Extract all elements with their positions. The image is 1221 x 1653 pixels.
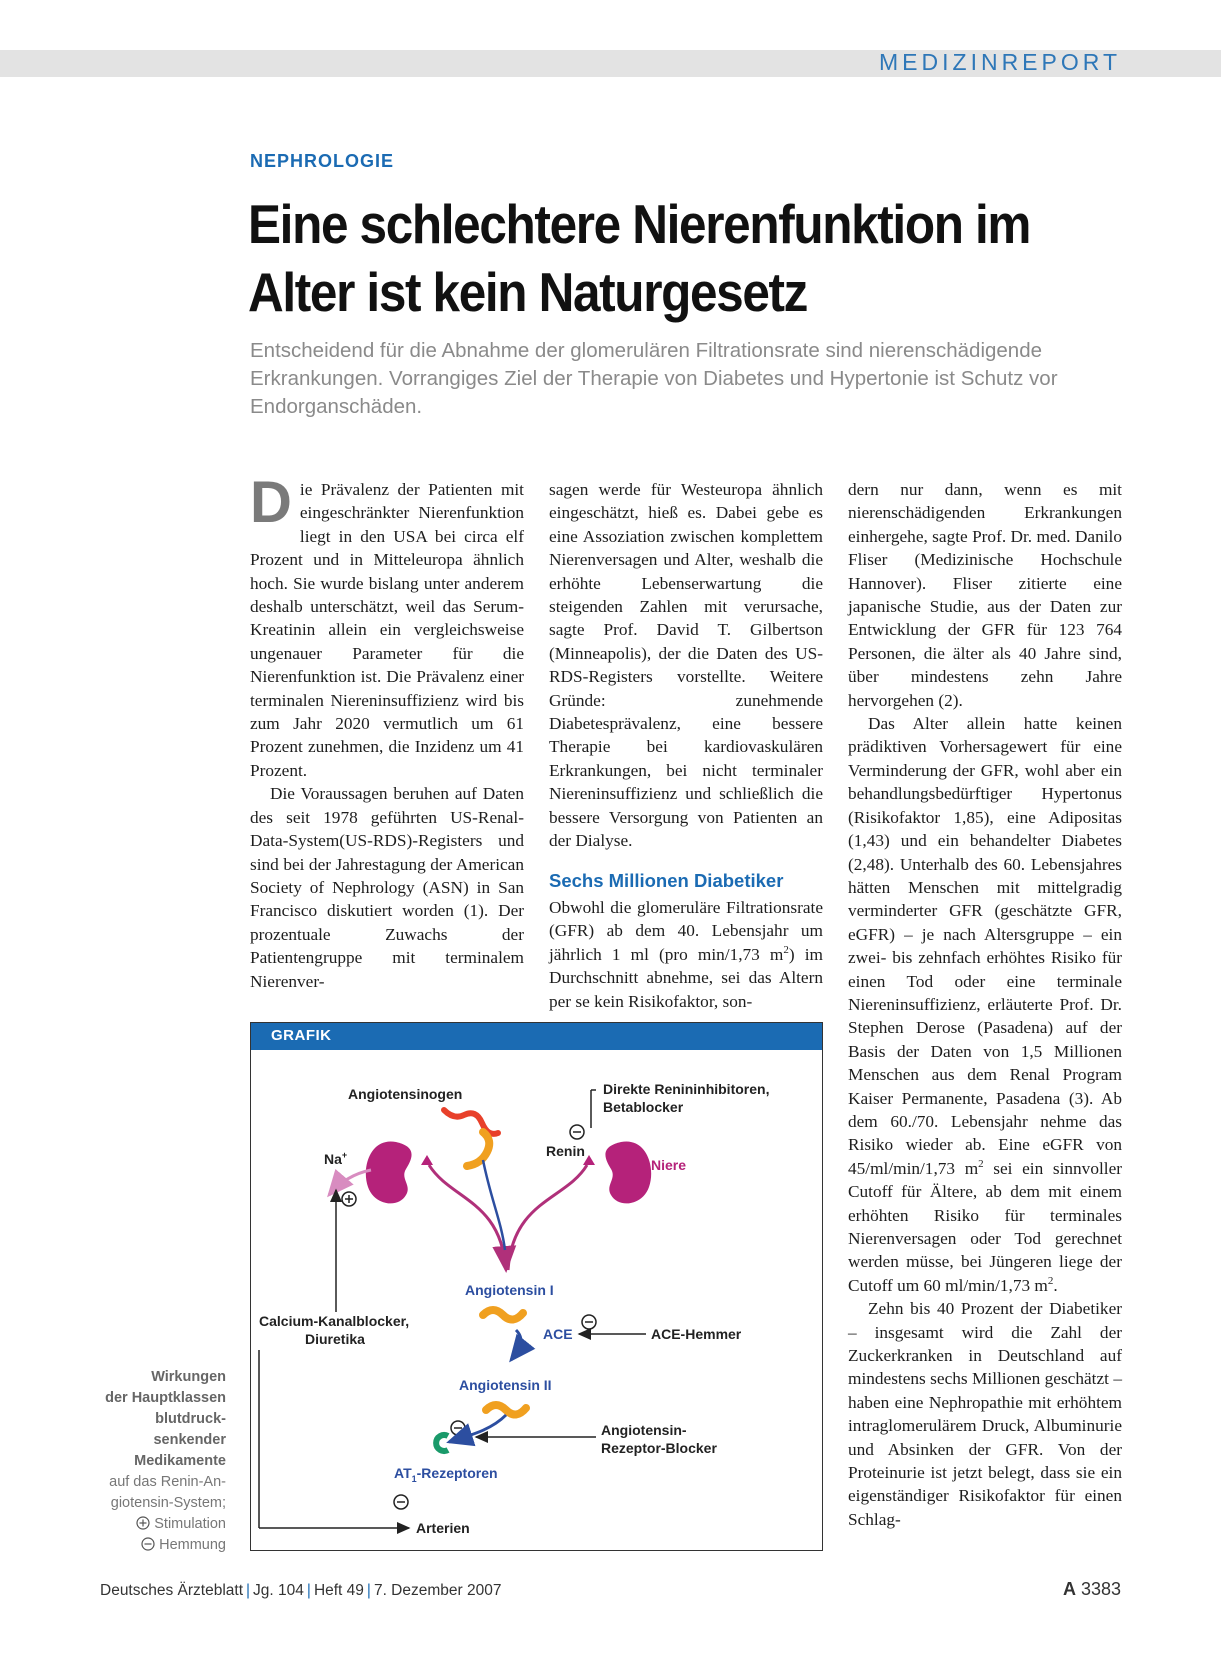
headline: Eine schlechtere Nierenfunktion im Alter ist kein Naturgesetz bbox=[248, 193, 1031, 323]
grafik-label: GRAFIK bbox=[271, 1027, 332, 1044]
paragraph: Obwohl die glomeruläre Filtrationsrate (GFR) ab dem 40. Lebensjahr um jährlich 1 ml (pro min/1,73 $m^2$) im Durchschnitt abnehme, sei das Altern per se kein Risikofaktor, son- bbox=[549, 897, 823, 1011]
label-calcium-kanalblocker: Calcium-Kanalblocker, bbox=[259, 1313, 410, 1329]
dropcap: D bbox=[250, 470, 292, 535]
triangle-left-icon bbox=[421, 1155, 433, 1165]
paragraph: dern nur dann, wenn es mit nierenschädigenden Erkrankungen einhergehe, sagte Prof. Dr. med. Danilo Fliser (Medizinische Hochschule Hannover). Fliser zitierte eine japanische Studie, aus der Daten zur Entwicklung der GFR für 123 764 Personen, die älter als 40 Jahre sind, über mindestens zehn Jahre hervorgehen (2). bbox=[848, 480, 1122, 710]
label-renin: Renin bbox=[546, 1143, 585, 1159]
peptide-ang1 bbox=[483, 1310, 523, 1320]
article-column-2 bbox=[549, 478, 823, 1013]
arrow-blue-angiotensinogen bbox=[483, 1160, 505, 1250]
label-arterien: Arterien bbox=[416, 1520, 470, 1536]
footer-journal: Deutsches Ärzteblatt bbox=[100, 1582, 244, 1599]
inhibition-icon bbox=[141, 1537, 155, 1551]
lead-paragraph: Entscheidend für die Abnahme der glomerulären Filtrationsrate sind nierenschädigende Erkrankungen. Vorrangiges Ziel der Therapie von Diabetes und Hypertonie ist Schutz vor Endorganschäden. bbox=[250, 339, 1058, 418]
page-number: A 3383 bbox=[1062, 1579, 1121, 1599]
kidney-right-icon bbox=[605, 1141, 651, 1203]
paragraph: Die Voraussagen beruhen auf Daten des seit 1978 geführten US-Renal-Data-System(US-RDS)-Registers und sind bei der Jahrestagung der American Society of Nephrology (ASN) in San Francisco diskutiert worden (1). Der prozentuale Zuwachs der Patientengruppe mit terminalem Nierenver- bbox=[250, 784, 524, 991]
arrow-left-to-ang1 bbox=[429, 1165, 506, 1270]
section-title: MEDIZINREPORT bbox=[879, 49, 1121, 75]
footer: Deutsches Ärzteblatt | Jg. 104 | Heft 49 | 7. Dezember 2007 bbox=[100, 1582, 502, 1599]
label-angiotensin-1: Angiotensin I bbox=[465, 1282, 554, 1298]
footer-date: 7. Dezember 2007 bbox=[373, 1582, 502, 1599]
label-ace-hemmer: ACE-Hemmer bbox=[651, 1326, 742, 1342]
raas-diagram bbox=[251, 1050, 822, 1550]
label-betablocker: Betablocker bbox=[603, 1099, 684, 1115]
paragraph: Zehn bis 40 Prozent der Diabetiker – insgesamt wird die Zahl der Zuckerkranken in Deutschland auf mindestens sechs Millionen geschätzt – haben eine Nephropathie mit erhöhtem intraglomerulärem Druck, Albuminurie und Absinken der GFR. Von der Proteinurie ist jetzt belegt, dass sie ein eigenständiger Risikofaktor für einen Schlag- bbox=[848, 1299, 1122, 1529]
paragraph: Die Prävalenz der Patienten mit eingeschränkter Nierenfunktion liegt in den USA bei circa elf Prozent und in Mitteleuropa ähnlich hoch. Sie wurde bislang unter anderem deshalb unterschätzt, weil das Serum-Kreatinin allein ein vergleichsweise ungenauer Parameter für die Nierenfunktion ist. Die Prävalenz einer terminalen Niereninsuffizienz wird bis zum Jahr 2020 vermutlich um 61 Prozent zunehmen, die Inzidenz um 41 Prozent. bbox=[250, 470, 524, 780]
peptide-chain-red bbox=[444, 1110, 498, 1134]
kicker: NEPHROLOGIE bbox=[250, 151, 395, 171]
arrow-ang1-to-ang2 bbox=[511, 1330, 521, 1360]
footer-volume: Jg. 104 bbox=[253, 1582, 304, 1599]
article-column-3 bbox=[848, 478, 1122, 1531]
label-diuretika: Diuretika bbox=[305, 1331, 365, 1347]
figure-caption: Wirkungen der Hauptklassen blutdruck- senkender Medikamente auf das Renin-An- giotensin-System; Stimulation Hemmung bbox=[105, 1369, 226, 1553]
label-angiotensin-blocker: Angiotensin- bbox=[601, 1422, 687, 1438]
label-angiotensin-2: Angiotensin II bbox=[459, 1377, 552, 1393]
peptide-ang2 bbox=[486, 1405, 526, 1415]
label-rezeptor-blocker: Rezeptor-Blocker bbox=[601, 1440, 717, 1456]
grafik-figure bbox=[250, 1022, 823, 1551]
arrow-right-to-ang1 bbox=[508, 1165, 587, 1270]
paragraph: Das Alter allein hatte keinen prädiktiven Vorhersagewert für eine Verminderung der GFR, wohl aber ein behandlungsbedürftiger Hypertonus (Risikofaktor 1,85), eine Adipositas (1,43) und ein behandelter Diabetes (2,48). Unterhalb des 60. Lebensjahres hätten Menschen mit mittelgradig verminderter GFR (geschätzte GFR, eGFR) – je nach Altersgruppe – ein zwei- bis zehnfach erhöhtes Risiko für einen Tod oder eine terminale Niereninsuffizienz, erläuterte Prof. Dr. Stephen Derose (Pasadena) auf der Basis der Daten von 1,5 Millionen Menschen aus dem Renal Program Kaiser Permanente, Pasadena (3). Ab dem 60./70. Lebensjahr nehme das Risiko wieder ab. Eine eGFR von 45/ml/min/1,73 $m^2$ sei ein sinnvoller Cutoff für Ältere, ab dem mit einem erhöhten Risiko für terminales Nierenversagen oder Tod gerechnet werden müsse, bei Jüngeren liege der Cutoff um 60 ml/min/1,73 $m^2$. bbox=[848, 714, 1122, 1295]
paragraph: sagen werde für Westeuropa ähnlich eingeschätzt, hieß es. Dabei gebe es eine Assoziation zwischen komplettem Nierenversagen und Alter, weshalb die erhöhte Lebenserwartung die steigenden Zahlen mit verursache, sagte Prof. David T. Gilbertson (Minneapolis), der die Daten des US-RDS-Registers vorstellte. Weitere Gründe: zunehmende Diabetesprävalenz, eine bessere Therapie bei kardiovaskulären Erkrankungen, bei nicht terminaler Niereninsuffizienz und schließlich die bessere Versorgung von Patienten an der Dialyse. bbox=[549, 480, 823, 851]
label-ace: ACE bbox=[543, 1326, 573, 1342]
label-angiotensinogen: Angiotensinogen bbox=[348, 1086, 463, 1102]
stimulation-icon bbox=[136, 1516, 150, 1530]
subheading: Sechs Millionen Diabetiker bbox=[549, 869, 784, 891]
article-column-1 bbox=[250, 470, 524, 993]
footer-issue: Heft 49 bbox=[313, 1582, 364, 1599]
peptide-chain-orange bbox=[467, 1132, 489, 1166]
kidney-left-icon bbox=[366, 1141, 412, 1203]
receptor-icon bbox=[436, 1435, 448, 1451]
label-at1-rezeptoren: $AT_1$-Rezeptoren bbox=[394, 1465, 498, 1484]
grafik-header bbox=[251, 1023, 822, 1050]
label-niere: Niere bbox=[651, 1157, 687, 1173]
label-direkte-renininhibitoren: Direkte Renininhibitoren, bbox=[603, 1081, 770, 1097]
label-na: Na+ bbox=[324, 1150, 348, 1167]
